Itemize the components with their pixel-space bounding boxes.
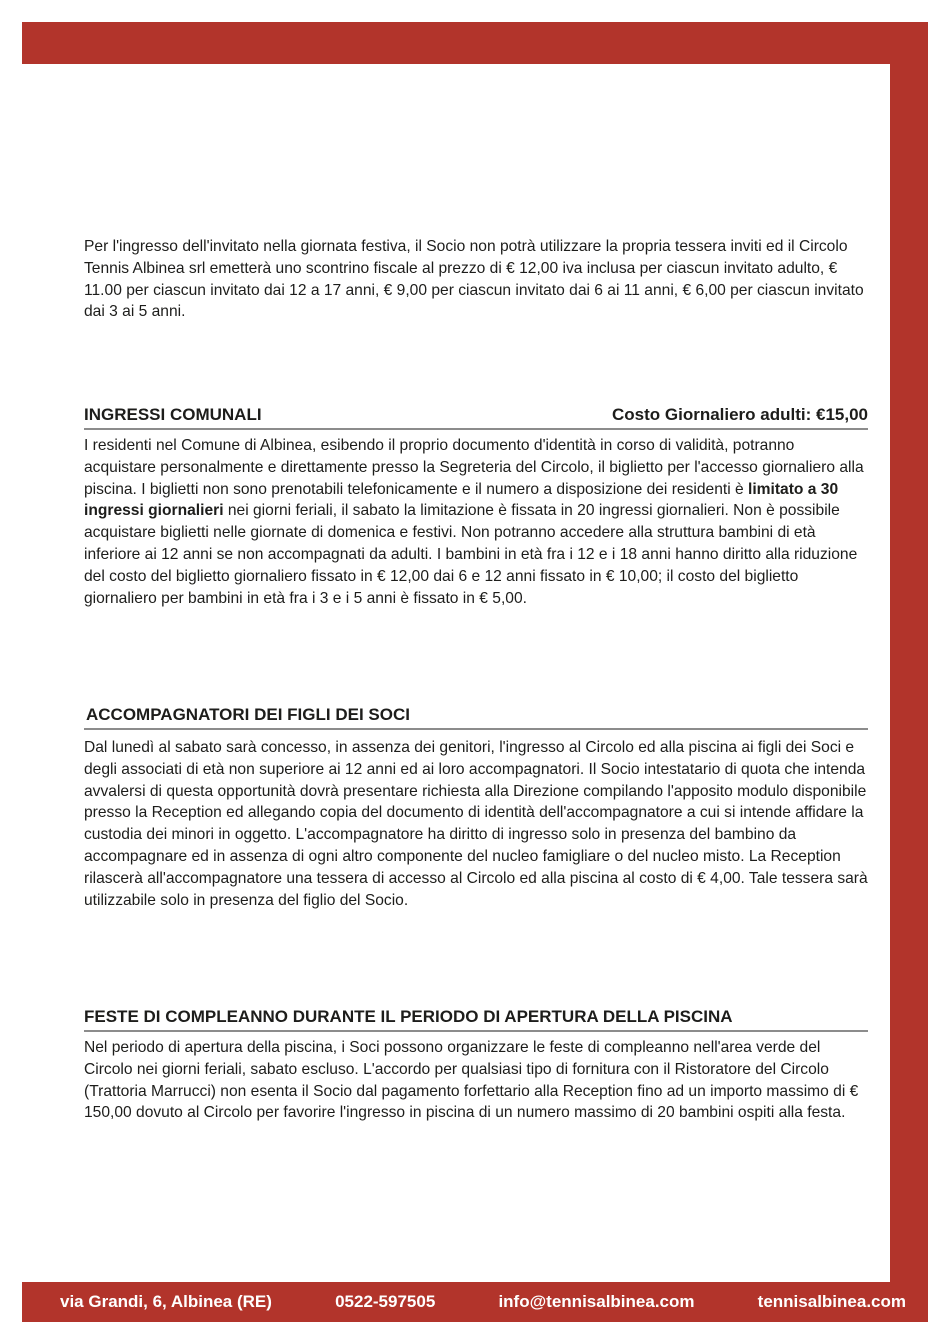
footer-address: via Grandi, 6, Albinea (RE) bbox=[60, 1292, 272, 1311]
ingressi-paragraph bbox=[84, 435, 868, 609]
section-title-accompagnatori: ACCOMPAGNATORI DEI FIGLI DEI SOCI bbox=[86, 705, 410, 724]
footer-bar bbox=[22, 1282, 928, 1322]
section-header-accompagnatori bbox=[84, 702, 868, 730]
section-header-feste bbox=[84, 1005, 868, 1032]
footer-email[interactable]: info@tennisalbinea.com bbox=[498, 1292, 695, 1311]
section-title-feste: FESTE DI COMPLEANNO DURANTE IL PERIODO DI APERTURA DELLA PISCINA bbox=[84, 1007, 733, 1026]
section-title-ingressi: INGRESSI COMUNALI bbox=[84, 405, 262, 424]
footer-phone[interactable]: 0522-597505 bbox=[335, 1292, 436, 1311]
ingressi-text-end: nei giorni feriali, il sabato la limitazione è fissata in 20 ingressi giornalieri. Non è possibile acquistare biglietti nelle giornate di domenica e festivi. Non potranno accedere alla struttura bambini di età inferiore ai 12 anni se non accompagnati da adulti. I bambini in età fra i 12 e i 18 anni hanno diritto alla riduzione del costo del biglietto giornaliero fissato in € 12,00 dai 6 e 12 anni fissato in € 10,00; il costo del biglietto giornaliero per bambini in età fra i 3 e i 5 anni è fissato in € 5,00. bbox=[84, 502, 858, 607]
feste-paragraph: Nel periodo di apertura della piscina, i Soci possono organizzare le feste di compleanno nell'area verde del Circolo nei giorni feriali, sabato escluso. L'accordo per qualsiasi tipo di fornitura con il Ristoratore del Circolo (Trattoria Marrucci) non esenta il Socio dal pagamento forfettario alla Reception fino ad un importo massimo di € 150,00 dovuto al Circolo per favorire l'ingresso in piscina di un numero massimo di 20 bambini ospiti alla festa. bbox=[84, 1039, 859, 1122]
right-accent-bar bbox=[890, 22, 928, 1322]
footer-website[interactable]: tennisalbinea.com bbox=[757, 1292, 906, 1311]
intro-paragraph: Per l'ingresso dell'invitato nella giornata festiva, il Socio non potrà utilizzare la propria tessera inviti ed il Circolo Tennis Albinea srl emetterà uno scontrino fiscale al prezzo di € 12,00 iva inclusa per ciascun invitato adulto, € 11.00 per ciascun invitato dai 12 a 17 anni, € 9,00 per ciascun invitato dai 6 ai 11 anni, € 6,00 per ciascun invitato dai 3 ai 5 anni. bbox=[84, 238, 864, 321]
section-header-ingressi bbox=[84, 404, 868, 430]
daily-price-label: Costo Giornaliero adulti: €15,00 bbox=[611, 405, 868, 424]
ingressi-text-bold: limitato a 30 ingressi giornalieri bbox=[84, 480, 839, 520]
ingressi-text-start: I residenti nel Comune di Albinea, esibendo il proprio documento d'identità in corso di validità, potranno acquistare personalmente e direttamente presso la Segreteria del Circolo, il biglietto per l'accesso giornaliero alla piscina. I biglietti non sono prenotabili telefonicamente e il numero a disposizione dei residenti è bbox=[84, 437, 864, 498]
accompagnatori-paragraph: Dal lunedì al sabato sarà concesso, in assenza dei genitori, l'ingresso al Circolo ed alla piscina ai figli dei Soci e degli associati di età non superiore ai 12 anni ed ai loro accompagnatori. Il Socio intestatario di quota che intenda avvalersi di questa opportunità dovrà presentare richiesta alla Direzione compilando l'apposito modulo disponibile presso la Reception ed allegando copia del documento di identità dell'accompagnatore a cui si intende affidare la custodia dei minori in oggetto. L'accompagnatore ha diritto di ingresso solo in presenza del bambino da accompagnare ed in assenza di ogni altro componente del nucleo famigliare o del nucleo misto. La Reception rilascerà all'accompagnatore una tessera di accesso al Circolo ed alla piscina al costo di € 4,00. Tale tessera sarà utilizzabile solo in presenza del figlio del Socio. bbox=[84, 739, 868, 909]
top-accent-bar bbox=[22, 22, 928, 64]
